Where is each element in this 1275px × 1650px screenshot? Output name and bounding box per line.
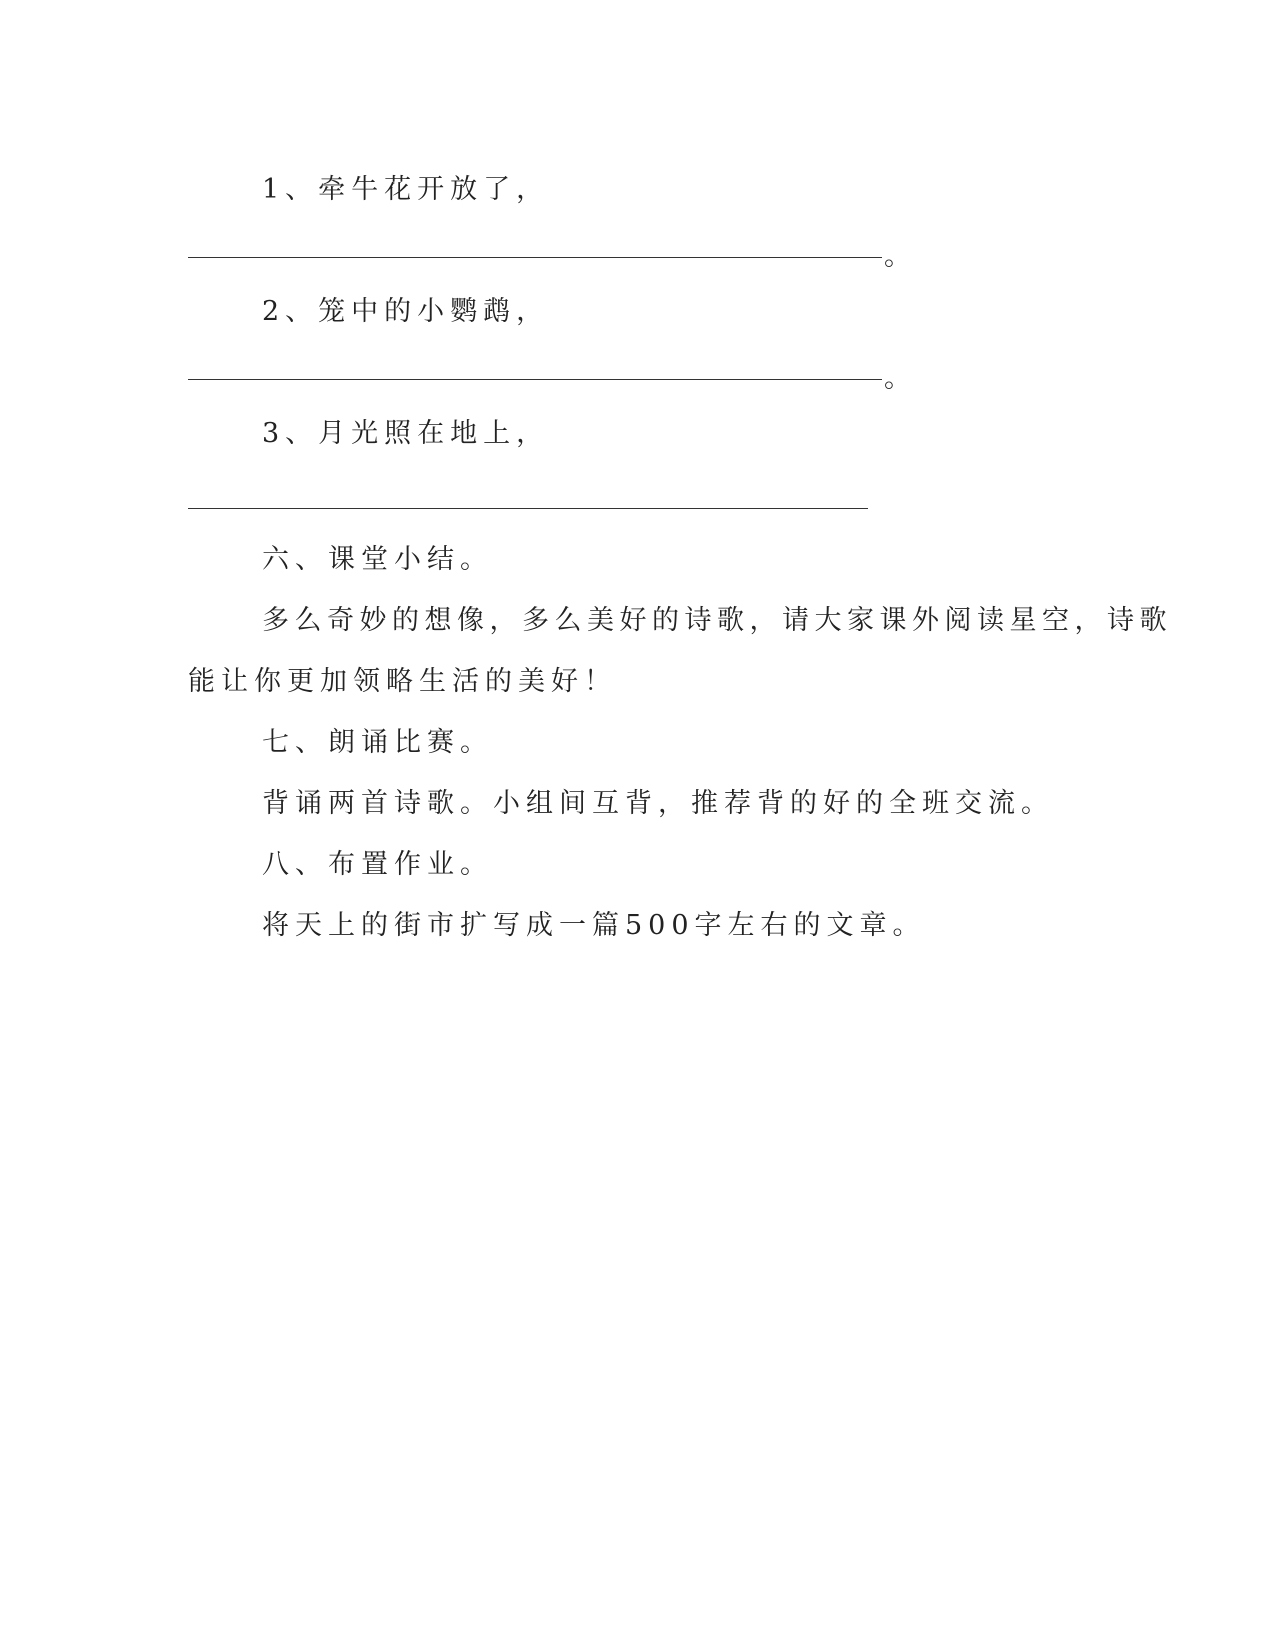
contest-text: 背诵两首诗歌。小组间互背，推荐背的好的全班交流。 [262,788,1054,819]
summary-text-line2: 能让你更加领略生活的美好！ [188,666,617,697]
exercise-2-prompt: 2、笼中的小鹦鹉， [262,296,550,327]
exercise-3-prompt: 3、月光照在地上， [262,418,550,449]
homework-text: 将天上的街市扩写成一篇500字左右的文章。 [262,910,926,941]
exercise-2-end-mark: 。 [884,363,911,394]
summary-text-line1: 多么奇妙的想像，多么美好的诗歌，请大家课外阅读星空，诗歌 [262,605,1172,636]
homework-heading: 八、布置作业。 [262,849,493,880]
exercise-2-blank [188,379,882,380]
exercise-1-prompt: 1、牵牛花开放了， [262,174,550,205]
exercise-1-blank [188,257,882,258]
summary-heading: 六、课堂小结。 [262,544,493,575]
exercise-3-blank [188,508,868,509]
exercise-1-end-mark: 。 [884,241,911,272]
contest-heading: 七、朗诵比赛。 [262,727,493,758]
